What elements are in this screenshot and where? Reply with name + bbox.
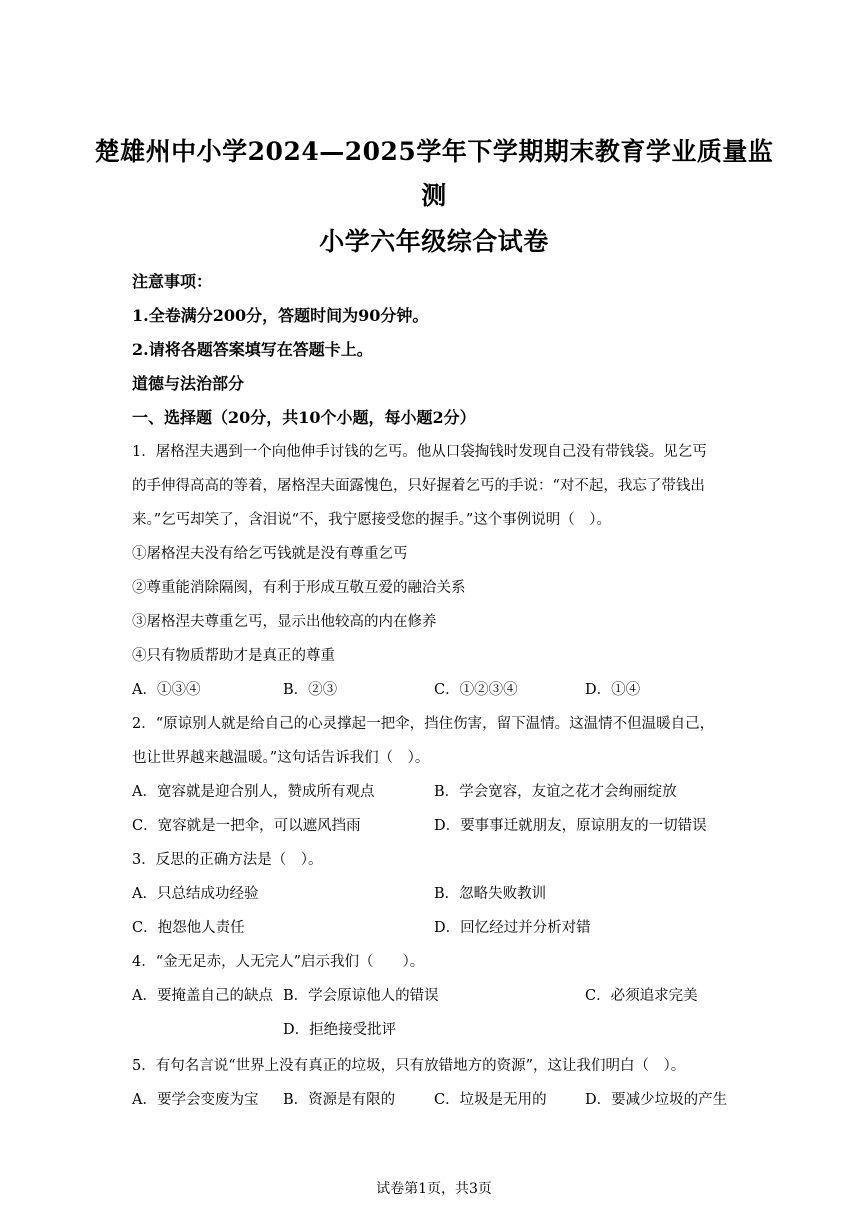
q2-option-b: B．学会宽容，友谊之花才会绚丽绽放: [434, 784, 677, 800]
q1-option-b: B．②③: [283, 682, 338, 698]
q3-option-d: D．回忆经过并分析对错: [434, 920, 591, 936]
note-2: 2.请将各题答案填写在答题卡上。: [132, 340, 373, 359]
q2-stem-line2: 也让世界越来越温暖。”这句话告诉我们（ ）。: [132, 750, 430, 766]
q2-stem-line1: 2．“原谅别人就是给自己的心灵撑起一把伞，挡住伤害，留下温情。这温情不但温暖自己，: [132, 716, 715, 732]
page-footer: 试卷第1页，共3页: [376, 1181, 492, 1197]
q5-option-d: D．要减少垃圾的产生: [585, 1092, 728, 1108]
note-1: 1.全卷满分200分，答题时间为90分钟。: [132, 306, 429, 325]
exam-title-line2: 测: [421, 181, 447, 210]
q4-option-b: B．学会原谅他人的错误: [283, 988, 439, 1004]
q4-option-d: D．拒绝接受批评: [283, 1022, 397, 1038]
q1-statement-4: ④只有物质帮助才是真正的尊重: [132, 648, 335, 664]
section-heading: 道德与法治部分: [132, 374, 245, 393]
q3-stem: 3．反思的正确方法是（ ）。: [132, 852, 323, 868]
notes-heading: 注意事项：: [132, 272, 213, 291]
q4-option-a: A．要掩盖自己的缺点: [132, 988, 273, 1004]
q2-option-c: C．宽容就是一把伞，可以遮风挡雨: [132, 818, 361, 834]
q1-option-a: A．①③④: [132, 682, 201, 698]
q1-option-c: C．①②③④: [434, 682, 518, 698]
q1-statement-3: ③屠格涅夫尊重乞丐，显示出他较高的内在修养: [132, 614, 437, 630]
q1-stem-line3: 来。”乞丐却笑了，含泪说“不，我宁愿接受您的握手。”这个事例说明（ ）。: [132, 512, 611, 528]
exam-subtitle: 小学六年级综合试卷: [319, 227, 549, 256]
q4-stem: 4．“金无足赤，人无完人”启示我们（ ）。: [132, 954, 425, 970]
q5-option-b: B．资源是有限的: [283, 1092, 396, 1108]
q1-statement-2: ②尊重能消除隔阂，有利于形成互敬互爱的融洽关系: [132, 580, 466, 596]
q5-option-c: C．垃圾是无用的: [434, 1092, 547, 1108]
q2-option-d: D．要事事迁就朋友，原谅朋友的一切错误: [434, 818, 707, 834]
q3-option-c: C．抱怨他人责任: [132, 920, 245, 936]
q3-option-b: B．忽略失败教训: [434, 886, 547, 902]
q5-stem: 5．有句名言说“世界上没有真正的垃圾，只有放错地方的资源”，这让我们明白（ ）。: [132, 1058, 686, 1074]
q4-option-c: C．必须追求完美: [585, 988, 698, 1004]
part-heading: 一、选择题（20分，共10个小题，每小题2分）: [132, 408, 476, 427]
q1-stem-line1: 1．屠格涅夫遇到一个向他伸手讨钱的乞丐。他从口袋掏钱时发现自己没有带钱袋。见乞丐: [132, 444, 707, 460]
q2-option-a: A．宽容就是迎合别人，赞成所有观点: [132, 784, 375, 800]
q1-statement-1: ①屠格涅夫没有给乞丐钱就是没有尊重乞丐: [132, 546, 408, 562]
exam-title-line1: 楚雄州中小学2024—2025学年下学期期末教育学业质量监: [94, 137, 774, 166]
q1-stem-line2: 的手伸得高高的等着，屠格涅夫面露愧色，只好握着乞丐的手说：“对不起，我忘了带钱出: [132, 478, 705, 494]
q1-option-d: D．①④: [585, 682, 641, 698]
q3-option-a: A．只总结成功经验: [132, 886, 259, 902]
q5-option-a: A．要学会变废为宝: [132, 1092, 259, 1108]
